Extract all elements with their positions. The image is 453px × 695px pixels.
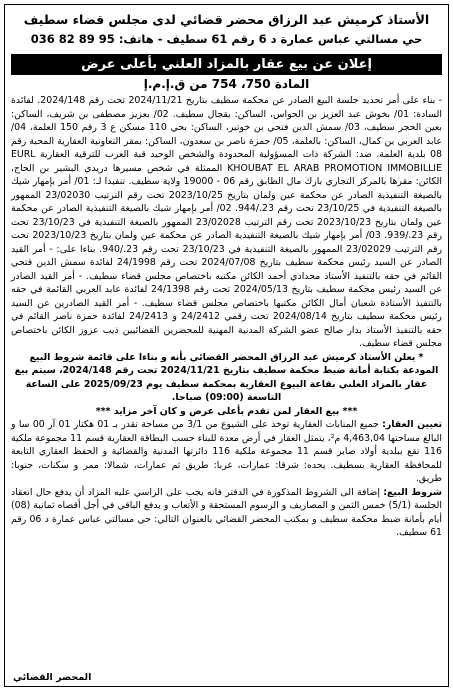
conditions-text: إضافة الى الشروط المذكورة في الدفتر فانه يجب على الراسي عليه المزاد أن يدفع حال انعقاد الجلسة (5/1) خمس الثمن و المصاريف و الرسوم المستحقة و الأتعاب و يدفع الباقي في أجل أقصاه ثمانية (08) أيام بأمانة ضبط محكمة سطيف و بمكتب المحضر القضائي بالعنوان التالي: حي مسالتي عباس عمارة د 06 رقم 61 سطيف. (11, 486, 443, 538)
sale-conditions (11, 486, 442, 540)
highest-bid-note: *** بيع العقار لمن تقدم بأعلى عرض و كان آخر مزايد *** (95, 405, 358, 417)
header (5, 5, 448, 50)
signature: المحضر القضائي (13, 672, 92, 683)
property-label: تعيين العقار: (382, 419, 443, 430)
sale-notice: * يعلن الأستاذ كرميش عبد الرزاق المحضر القضائي بأنه و بناءا على قائمة شروط البيع المودعة بكتابة أمانة ضبط محكمة سطيف بتاريخ 2024/11/21 تحت رقم 2024/148، سيتم بيع عقار بالمزاد العلني بقاعة البيوع العقارية بمحكمة سطيف يوم 2025/09/23 على الساعة التاسعة (09:00) صباحا. (14, 351, 439, 403)
legal-reference: المادة 750، 754 من ق.إ.م.إ (143, 77, 310, 91)
announcement-title: إعلان عن بيع عقار بالمزاد العلني بأعلى عرض (11, 54, 442, 75)
announcement (4, 4, 449, 687)
announcement-body (5, 94, 448, 540)
property-text: جميع المنابات العقارية توخذ على الشيوع من 3/1 من مساحة تقدر بـ 01 هكتار 01 آر 00 سا و البالغ مساحتها 4,463,04 م²، يتمثل العقار في أرض معدة للبناء حسب البطاقة العقارية قسم 11 مجموعة ملكية 116 تقع ببلدية أولاد صابر قسم 11 مجموعة ملكية 116 دائرتها المدنية والقضائية و الحفظ العقاري التابعة للمحافظة العقارية بسطيف. يحده: شرقا: عمارات، غربا: طريق ثم عمارات، شمالا: ممر و سكنات، جنوبا: طريق. (11, 419, 443, 484)
bailiff-address: حي مسالتي عباس عمارة د 6 رقم 61 سطيف - هاتف: 95 89 82 036 (30, 32, 423, 46)
bailiff-name: الأستاذ كرميش عبد الرزاق محضر قضائي لدى مجلس قضاء سطيف (23, 12, 430, 27)
conditions-label: شروط البيع: (383, 486, 443, 498)
case-details: - بناء على أمر تحديد جلسة البيع الصادر عن محكمة سطيف بتاريخ 2024/11/21 تحت رقم 2024/148. لفائدة السادة: 01/ بخوش عبد العزيز بن الحواس، الساكن: بقجال سطيف. 02/ بعزيز مصطفى بن شريف، الساكن: بعين الحجر سطيف، 03/ سمش الدين فتحي بن خوتير، الساكن: بحي 110 مسكن ع 3 رقم 150 العلمة، 04/ عابد العربي بن كمال، الساكن: بالعلمة، 05/ حمزة ناصر بن سعدون، الساكن: بمقر التعاونية العقارية المحبة رقم 08 بلدية العلمة. ضد: الشركة ذات المسؤولية المحدودة والشخص الوحيد قبة العرب للترقية العقارية EURL KHOUBAT EL ARAB PROMOTION IMMOBILLIE الممثلة في شخص مسيرها دريدي البشير بن الحاج، الكائن: مقرها بالمركز التجاري بارك مال الطابق رقم 06 - 19000 ولاية سطيف. تنفيذا لـ: 01/ أمر بإمهار شيك بالصيغة التنفيذية الصادر عن محكمة عين ولمان بتاريخ 2023/10/25 تحت رقم الترتيب 23/02030 الممهور بالصيغة التنفيذية في 23/10/25 تحت رقم 23./944. 02/ أمر بإمهار شيك بالصيغة التنفيذية الصادر عن محكمة عين ولمان بتاريخ 2023/10/23 تحت رقم الترتيب 23/02028 الممهور بالصيغة التنفيذية في 23/10/23 تحت رقم 23./939. 03/ أمر بإمهار شيك بالصيغة التنفيذية الصادر عن محكمة عين ولمان بتاريخ 2023/10/23 تحت رقم الترتيب 23/02029 الممهور بالصيغة التنفيذية في 23/10/23 تحت رقم 23./940. بناءا على: - أمر القيد الصادر عن السيد رئيس محكمة سطيف بتاريخ 2024/07/08 تحت رقم 24/1998 لفائدة سمش الدين فتحي القائم في حقه بالتنفيذ الأستاذ محدادي أحمد الكائن مكتبه باختصاص مجلس قضاء سطيف. - أمر القيد الصادر عن السيد رئيس محكمة سطيف بتاريخ 2024/05/13 تحت رقم 24/1398 لفائدة عابد العربي القائمة في حقه بالتنفيذ الأستاذة شعبان أمال الكائن مكتبها باختصاص مجلس قضاء سطيف. - أمر القيد الصادرين عن السيد رئيس محكمة سطيف بتاريخ 2024/08/14 تحت رقمي 24/2412 و 24/2413 لفائدة حمزة ناصر القائم في حقه بالتنفيذ الأستاذ بدار صالح عضو الشركة المدنية المهنية للمحضرين القضائيين ذيب عزوز الكائن باختصاص مجلس قضاء سطيف. (11, 95, 443, 349)
property-description (11, 418, 442, 486)
